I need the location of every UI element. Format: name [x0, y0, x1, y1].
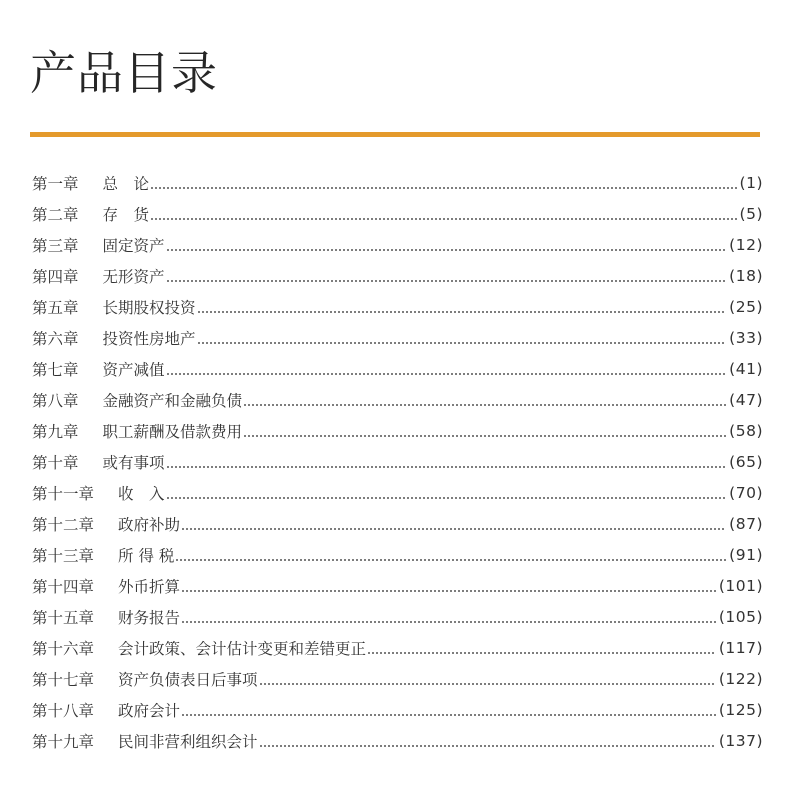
chapter-title: 外币折算	[118, 577, 181, 596]
chapter-title: 会计政策、会计估计变更和差错更正	[118, 639, 367, 658]
page-number: (70)	[729, 483, 763, 502]
chapter-title: 无形资产	[102, 267, 165, 286]
dot-leader	[368, 652, 716, 654]
dot-leader	[182, 714, 716, 716]
chapter-title: 或有事项	[102, 453, 165, 472]
chapter-title: 总 论	[102, 174, 150, 193]
toc-entry	[32, 322, 763, 353]
toc-entry	[32, 446, 763, 477]
chapter-number: 第五章	[32, 298, 79, 317]
dot-leader	[198, 311, 727, 313]
chapter-number: 第十二章	[32, 515, 95, 534]
dot-leader	[167, 249, 727, 251]
chapter-title: 政府会计	[118, 701, 181, 720]
page-number: (47)	[729, 390, 763, 409]
chapter-number: 第一章	[32, 174, 79, 193]
dot-leader	[167, 280, 727, 282]
page-number: (25)	[729, 297, 763, 316]
page-number: (105)	[718, 607, 763, 626]
chapter-number: 第七章	[32, 360, 79, 379]
dot-leader	[244, 404, 726, 406]
chapter-title: 投资性房地产	[102, 329, 196, 348]
dot-leader	[151, 187, 737, 189]
page-number: (18)	[729, 266, 763, 285]
table-of-contents	[32, 167, 763, 756]
page-number: (87)	[729, 514, 763, 533]
chapter-number: 第六章	[32, 329, 79, 348]
chapter-title: 固定资产	[102, 236, 165, 255]
chapter-title: 民间非营利组织会计	[118, 732, 258, 751]
dot-leader	[167, 466, 727, 468]
chapter-title: 资产减值	[102, 360, 165, 379]
toc-entry	[32, 725, 763, 756]
chapter-number: 第八章	[32, 391, 79, 410]
toc-entry	[32, 167, 763, 198]
toc-entry	[32, 694, 763, 725]
page-number: (91)	[729, 545, 763, 564]
dot-leader	[151, 218, 737, 220]
chapter-title: 收 入	[118, 484, 165, 503]
toc-entry	[32, 198, 763, 229]
dot-leader	[182, 528, 726, 530]
dot-leader	[182, 590, 716, 592]
toc-entry	[32, 229, 763, 260]
page-number: (5)	[739, 204, 763, 223]
dot-leader	[260, 745, 716, 747]
chapter-number: 第三章	[32, 236, 79, 255]
toc-entry	[32, 632, 763, 663]
toc-entry	[32, 384, 763, 415]
title-divider	[30, 132, 760, 137]
page-number: (117)	[718, 638, 763, 657]
page-number: (58)	[729, 421, 763, 440]
chapter-number: 第四章	[32, 267, 79, 286]
chapter-title: 所 得 税	[118, 546, 175, 565]
toc-entry	[32, 291, 763, 322]
toc-entry	[32, 663, 763, 694]
page-number: (65)	[729, 452, 763, 471]
dot-leader	[167, 497, 727, 499]
chapter-number: 第十一章	[32, 484, 95, 503]
toc-entry	[32, 415, 763, 446]
page-number: (125)	[718, 700, 763, 719]
page-number: (12)	[729, 235, 763, 254]
chapter-title: 金融资产和金融负债	[102, 391, 243, 410]
chapter-number: 第十五章	[32, 608, 95, 627]
page-number: (1)	[739, 173, 763, 192]
toc-entry	[32, 601, 763, 632]
chapter-number: 第十九章	[32, 732, 95, 751]
page-number: (122)	[718, 669, 763, 688]
chapter-number: 第二章	[32, 205, 79, 224]
dot-leader	[182, 621, 716, 623]
page-number: (33)	[729, 328, 763, 347]
chapter-title: 职工薪酬及借款费用	[102, 422, 243, 441]
chapter-title: 资产负债表日后事项	[118, 670, 258, 689]
page-title: 产品目录	[30, 46, 218, 100]
dot-leader	[244, 435, 726, 437]
toc-entry	[32, 353, 763, 384]
page-number: (137)	[718, 731, 763, 750]
chapter-title: 存 货	[102, 205, 150, 224]
chapter-number: 第十七章	[32, 670, 95, 689]
toc-entry	[32, 539, 763, 570]
chapter-number: 第十八章	[32, 701, 95, 720]
dot-leader	[167, 373, 727, 375]
dot-leader	[176, 559, 726, 561]
chapter-number: 第十四章	[32, 577, 95, 596]
chapter-number: 第十六章	[32, 639, 95, 658]
toc-entry	[32, 570, 763, 601]
dot-leader	[198, 342, 727, 344]
chapter-title: 财务报告	[118, 608, 181, 627]
page-number: (41)	[729, 359, 763, 378]
chapter-title: 政府补助	[118, 515, 181, 534]
chapter-number: 第十章	[32, 453, 79, 472]
toc-entry	[32, 477, 763, 508]
chapter-title: 长期股权投资	[102, 298, 196, 317]
chapter-number: 第九章	[32, 422, 79, 441]
chapter-number: 第十三章	[32, 546, 95, 565]
toc-entry	[32, 508, 763, 539]
dot-leader	[260, 683, 716, 685]
toc-entry	[32, 260, 763, 291]
page-number: (101)	[718, 576, 763, 595]
